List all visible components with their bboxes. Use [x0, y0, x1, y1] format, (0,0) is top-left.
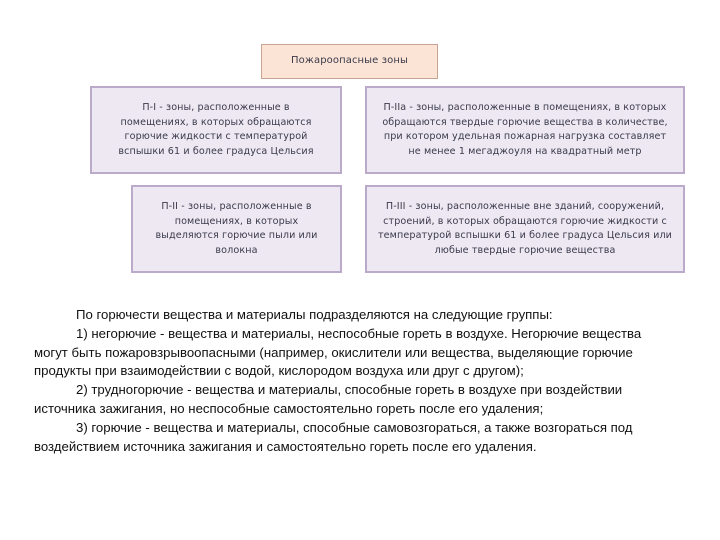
zone-p1-text: П-I - зоны, расположенные в помещениях, в которых обращаются горючие жидкости с температурой вспышки 61 и более градуса Цельсия [118, 102, 314, 157]
zone-p1-box [90, 86, 342, 174]
item-2-paragraph: 2) трудногорючие - вещества и материалы, способные гореть в воздухе при воздействии источника зажигания, но неспособные самостоятельно гореть после его удаления; [34, 382, 623, 416]
item-3-paragraph: 3) горючие - вещества и материалы, способные самовозгораться, а также возгораться под воздействием источника зажигания и самостоятельно гореть после его удаления. [34, 419, 633, 454]
zone-p3-text: П-III - зоны, расположенные вне зданий, сооружений, строений, в которых обращаются горючие жидкости с температурой вспышки 61 и более градуса Цельсия или любые твердые горючие вещества [377, 201, 673, 256]
zone-p2-box [131, 185, 342, 273]
zone-p2-text: П-II - зоны, расположенные в помещениях, в которых выделяются горючие пыли или волокна [155, 201, 318, 256]
zone-p3-box [365, 185, 685, 273]
zone-p2a-box [365, 86, 685, 174]
intro-paragraph: По горючести вещества и материалы подразделяются на следующие группы: [76, 307, 553, 322]
diagram-title: Пожароопасные зоны [291, 55, 408, 67]
zone-p2a-text: П-IIa - зоны, расположенные в помещениях, в которых обращаются твердые горючие вещества в количестве, при котором удельная пожарная нагрузка составляет не менее 1 мегаджоуля на квадратный метр [382, 102, 668, 157]
combustibility-text [34, 306, 674, 456]
item-1-paragraph: 1) негорючие - вещества и материалы, неспособные гореть в воздухе. Негорючие вещества могут быть пожаровзрывоопасными (например, окислители или вещества, выделяющие горючие продукты при взаимодействии с водой, кислородом воздуха или друг с другом); [34, 325, 642, 379]
diagram-title-box [261, 44, 438, 79]
